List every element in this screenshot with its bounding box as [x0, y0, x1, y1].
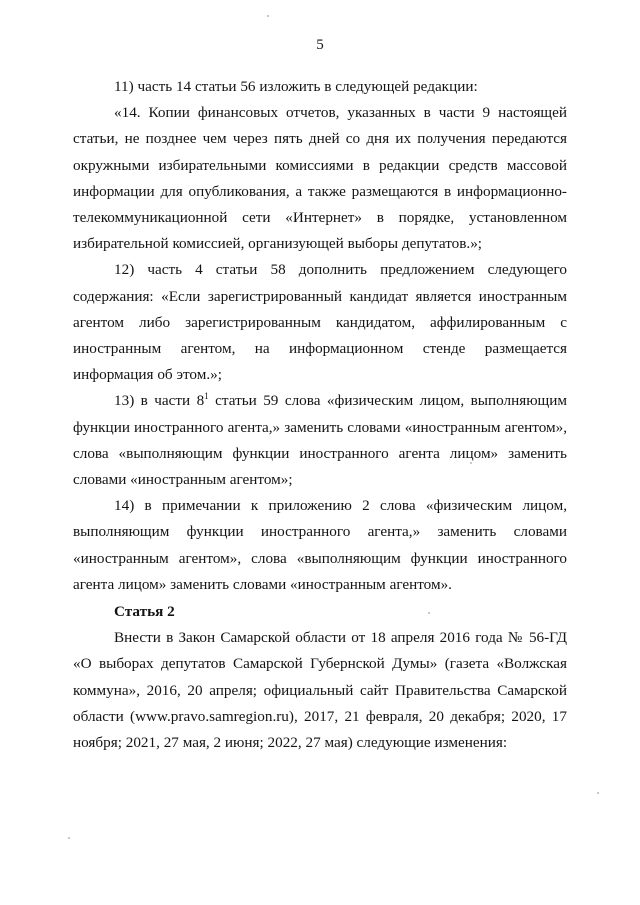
scan-speck — [428, 612, 430, 614]
item-13-text-end: статьи 59 слова «физическим лицом, выполняющим функции иностранного агента,» заменить словами «иностранным агентом», слова «выполняющим функции иностранного агента лицом» заменить словами «иностранным агентом»; — [73, 392, 567, 489]
page-number: 5 — [316, 37, 324, 53]
paragraph-article-2-text: Внести в Закон Самарской области от 18 апреля 2016 года № 56-ГД «О выборах депутатов Самарской Губернской Думы» (газета «Волжская коммуна», 2016, 20 апреля; официальный сайт Правительства Самарской области (www.pravo.samregion.ru), 2017, 21 февраля, 20 декабря; 2020, 17 ноября; 2021, 27 мая, 2 июня; 2022, 27 мая) следующие изменения: — [73, 629, 567, 752]
paragraph-quote-14: «14. Копии финансовых отчетов, указанных в части 9 настоящей статьи, не позднее чем через пять дней со дня их получения передаются окружными избирательными комиссиями в редакции средств массовой информации для опубликования, а также размещаются в информационно-телекоммуникационной сети «Интернет» в порядке, установленном избирательной комиссией, организующей выборы депутатов.»; — [73, 104, 567, 253]
paragraph-item-13 — [73, 388, 567, 493]
scan-speck — [597, 792, 599, 794]
scan-speck — [267, 15, 269, 17]
paragraph-item-12: 12) часть 4 статьи 58 дополнить предложением следующего содержания: «Если зарегистрированный кандидат является иностранным агентом либо зарегистрированным кандидатом, аффилированным с иностранным агентом, на информационном стенде размещается информация об этом.»; — [73, 261, 567, 384]
item-13-superscript: 1 — [204, 391, 209, 402]
scan-speck — [68, 837, 70, 839]
article-2-heading: Статья 2 — [114, 603, 175, 621]
document-body — [73, 74, 567, 756]
scan-speck — [470, 462, 472, 464]
item-13-text-start: 13) в части 8 — [114, 392, 205, 410]
paragraph-item-14: 14) в примечании к приложению 2 слова «физическим лицом, выполняющим функции иностранного агента,» заменить словами «иностранным агентом», слова «выполняющим функции иностранного агента лицом» заменить словами «иностранным агентом». — [73, 497, 567, 593]
paragraph-item-11: 11) часть 14 статьи 56 изложить в следующей редакции: — [114, 78, 478, 95]
